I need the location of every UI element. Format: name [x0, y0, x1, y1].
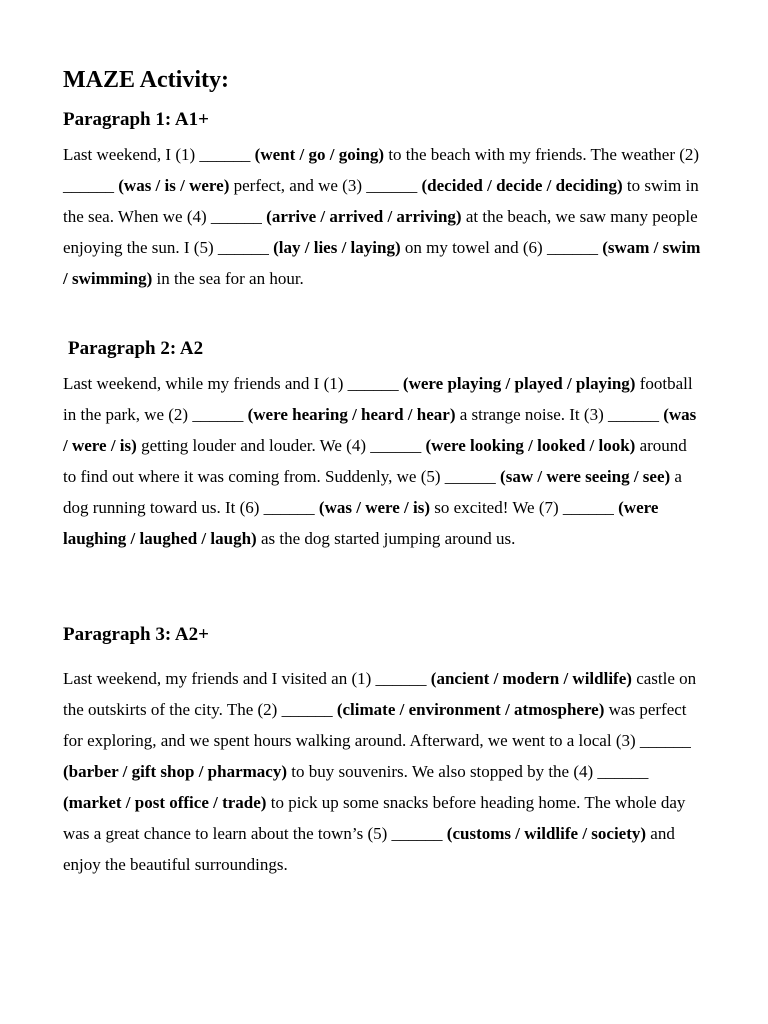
paragraph-text-run: to swim in the sea. When we (4) ______	[63, 176, 699, 226]
answer-options: (barber / gift shop / pharmacy)	[63, 762, 287, 781]
paragraph-1-heading: Paragraph 1: A1+	[63, 109, 209, 130]
answer-options: (was / is / were)	[118, 176, 230, 195]
answer-options: (decided / decide / deciding)	[421, 176, 623, 195]
paragraph-1-text	[63, 139, 703, 294]
paragraph-text-run: Last weekend, my friends and I visited an (1) ______	[63, 669, 431, 688]
paragraph-text-run: so excited! We (7) ______	[430, 498, 619, 517]
answer-options: (ancient / modern / wildlife)	[430, 669, 632, 688]
paragraph-text-run: Last weekend, while my friends and I (1) ______	[63, 374, 403, 393]
paragraph-text-run: in the sea for an hour.	[152, 269, 304, 288]
paragraph-2-heading: Paragraph 2: A2	[68, 338, 204, 359]
paragraph-text-run: football in the park, we (2) ______	[63, 374, 693, 424]
answer-options: (was / were / is)	[63, 405, 697, 455]
page-title: MAZE Activity:	[63, 67, 229, 93]
paragraph-3-heading: Paragraph 3: A2+	[63, 624, 209, 645]
paragraph-text-run: to pick up some snacks before heading home. The whole day was a great chance to learn about the town’s (5) ______	[63, 793, 686, 843]
answer-options: (saw / were seeing / see)	[500, 467, 671, 486]
answer-options: (were playing / played / playing)	[402, 374, 636, 393]
paragraph-text-run: to buy souvenirs. We also stopped by the (4) ______	[287, 762, 649, 781]
paragraph-text-run: was perfect for exploring, and we spent hours walking around. Afterward, we went to a local (3) ______	[63, 700, 691, 750]
paragraph-3-text	[63, 663, 703, 880]
paragraph-text-run: to the beach with my friends. The weather (2) ______	[63, 145, 700, 195]
answer-options: (customs / wildlife / society)	[446, 824, 647, 843]
paragraph-text-run: on my towel and (6) ______	[400, 238, 603, 257]
answer-options: (were looking / looked / look)	[425, 436, 636, 455]
paragraph-text-run: castle on the outskirts of the city. The (2) ______	[63, 669, 697, 719]
paragraph-text-run: perfect, and we (3) ______	[229, 176, 422, 195]
paragraph-text-run: a strange noise. It (3) ______	[455, 405, 664, 424]
answer-options: (were hearing / heard / hear)	[247, 405, 456, 424]
paragraph-text-run: around to find out where it was coming from. Suddenly, we (5) ______	[63, 436, 687, 486]
answer-options: (were laughing / laughed / laugh)	[63, 498, 659, 548]
answer-options: (market / post office / trade)	[63, 793, 267, 812]
paragraph-text-run: a dog running toward us. It (6) ______	[63, 467, 682, 517]
answer-options: (climate / environment / atmosphere)	[336, 700, 605, 719]
answer-options: (lay / lies / laying)	[273, 238, 401, 257]
paragraph-text-run: at the beach, we saw many people enjoying the sun. I (5) ______	[63, 207, 698, 257]
paragraph-2-text	[63, 368, 703, 554]
paragraph-text-run: getting louder and louder. We (4) ______	[136, 436, 426, 455]
paragraph-text-run: and enjoy the beautiful surroundings.	[63, 824, 675, 874]
answer-options: (arrive / arrived / arriving)	[266, 207, 462, 226]
answer-options: (swam / swim / swimming)	[63, 238, 701, 288]
answer-options: (went / go / going)	[254, 145, 385, 164]
paragraph-text-run: Last weekend, I (1) ______	[63, 145, 255, 164]
paragraph-text-run: as the dog started jumping around us.	[256, 529, 516, 548]
answer-options: (was / were / is)	[318, 498, 431, 517]
